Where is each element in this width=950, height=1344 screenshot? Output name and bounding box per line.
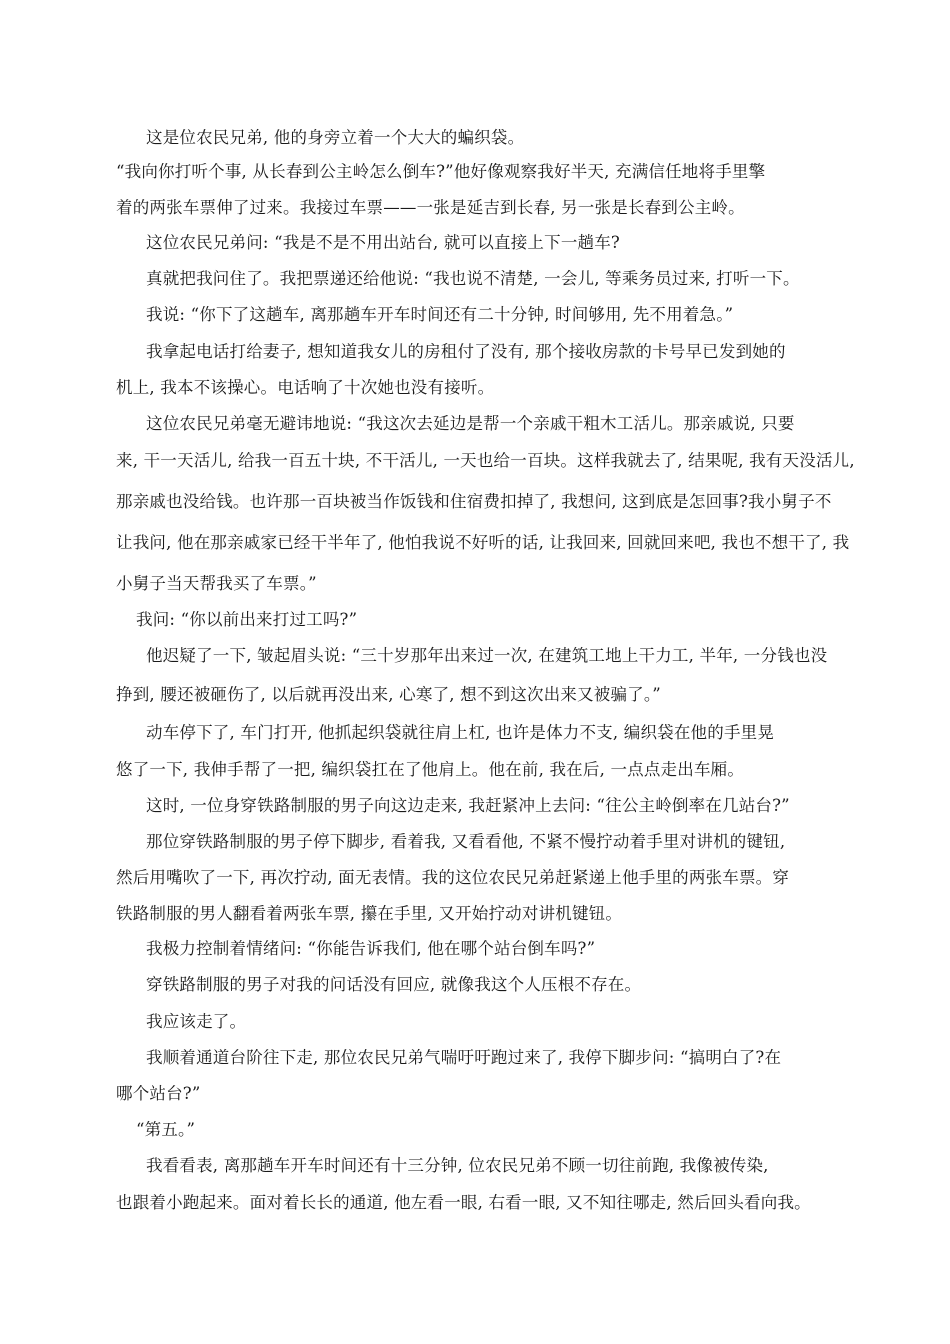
text-line-17: 动车停下了, 车门打开, 他抓起织袋就往肩上杠, 也许是体力不支, 编织袋在他的手里晃 [146, 723, 775, 742]
text-line-11: 那亲戚也没给钱。也许那一百块被当作饭钱和住宿费扣掉了, 我想问, 这到底是怎回事?我小舅子不 [116, 492, 832, 511]
text-line-23: 我极力控制着情绪问: “你能告诉我们, 他在哪个站台倒车吗?” [146, 939, 596, 958]
text-line-28: “第五。” [136, 1120, 196, 1139]
text-line-20: 那位穿铁路制服的男子停下脚步, 看着我, 又看看他, 不紧不慢拧动着手里对讲机的键钮, [146, 832, 786, 851]
text-line-18: 悠了一下, 我伸手帮了一把, 编织袋扛在了他肩上。他在前, 我在后, 一点点走出车厢。 [116, 760, 745, 779]
text-line-6: 我说: “你下了这趟车, 离那趟车开车时间还有二十分钟, 时间够用, 先不用着急。” [146, 305, 734, 324]
text-line-27: 哪个站台?” [116, 1084, 201, 1103]
text-line-29: 我看看表, 离那趟车开车时间还有十三分钟, 位农民兄弟不顾一切往前跑, 我像被传染, [146, 1156, 769, 1175]
text-line-22: 铁路制服的男人翻看着两张车票, 攥在手里, 又开始拧动对讲机键钮。 [116, 904, 623, 923]
text-line-9: 这位农民兄弟毫无避讳地说: “我这次去延边是帮一个亲戚干粗木工活儿。那亲戚说, 只要 [146, 414, 795, 433]
text-line-16: 挣到, 腰还被砸伤了, 以后就再没出来, 心寒了, 想不到这次出来又被骗了。” [116, 685, 661, 704]
text-line-12: 让我问, 他在那亲戚家已经干半年了, 他怕我说不好听的话, 让我回来, 回就回来吧, 我也不想干了, 我 [116, 533, 850, 552]
text-line-24: 穿铁路制服的男子对我的问话没有回应, 就像我这个人压根不存在。 [146, 975, 642, 994]
text-line-5: 真就把我问住了。我把票递还给他说: “我也说不清楚, 一会儿, 等乘务员过来, 打听一下。 [146, 269, 800, 288]
text-line-10: 来, 干一天活儿, 给我一百五十块, 不干活儿, 一天也给一百块。这样我就去了, 结果呢, 我有天没活儿, [116, 451, 855, 470]
text-line-26: 我顺着通道台阶往下走, 那位农民兄弟气喘吁吁跑过来了, 我停下脚步问: “搞明白了?在 [146, 1048, 782, 1067]
text-line-3: 着的两张车票伸了过来。我接过车票——一张是延吉到长春, 另一张是长春到公主岭。 [116, 198, 745, 217]
text-line-2: “我向你打听个事, 从长春到公主岭怎么倒车?”他好像观察我好半天, 充满信任地将手里擎 [116, 162, 766, 181]
text-line-15: 他迟疑了一下, 皱起眉头说: “三十岁那年出来过一次, 在建筑工地上干力工, 半年, 一分钱也没 [146, 646, 828, 665]
text-line-19: 这时, 一位身穿铁路制服的男子向这边走来, 我赶紧冲上去问: “往公主岭倒率在几站台?” [146, 796, 790, 815]
text-line-14: 我问: “你以前出来打过工吗?” [136, 610, 358, 629]
text-line-7: 我拿起电话打给妻子, 想知道我女儿的房租付了没有, 那个接收房款的卡号早已发到她的 [146, 342, 786, 361]
text-line-21: 然后用嘴吹了一下, 再次拧动, 面无表情。我的这位农民兄弟赶紧递上他手里的两张车票。穿 [116, 868, 790, 887]
text-line-1: 这是位农民兄弟, 他的身旁立着一个大大的蝙织袋。 [146, 128, 525, 147]
text-line-4: 这位农民兄弟问: “我是不是不用出站台, 就可以直接上下一趟车? [146, 233, 620, 252]
text-line-25: 我应该走了。 [146, 1012, 247, 1031]
text-line-30: 也跟着小跑起来。面对着长长的通道, 他左看一眼, 右看一眼, 又不知往哪走, 然后回头看向我。 [116, 1193, 811, 1212]
text-line-13: 小舅子当天帮我买了车票。” [116, 574, 317, 593]
text-line-8: 机上, 我本不该操心。电话响了十次她也没有接听。 [116, 378, 495, 397]
